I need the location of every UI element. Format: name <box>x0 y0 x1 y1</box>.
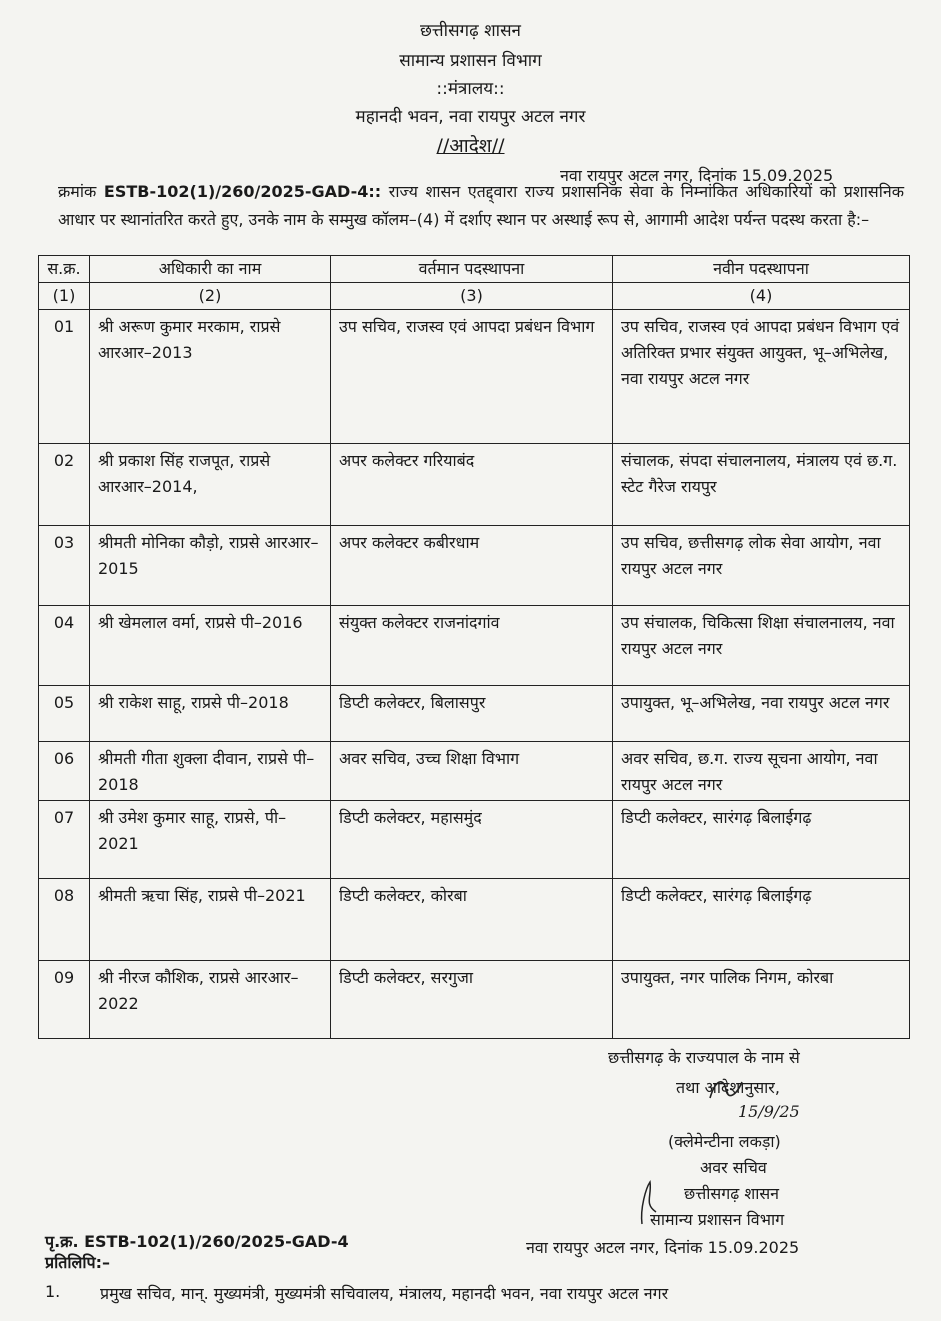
row-officer-name: श्री प्रकाश सिंह राजपूत, राप्रसे आरआर–2014, <box>90 444 331 526</box>
signatory-govt: छत्तीसगढ़ शासन <box>684 1184 780 1203</box>
col-header-current: वर्तमान पदस्थापना <box>331 256 613 283</box>
col-number: (2) <box>90 283 331 310</box>
order-body-text: राज्य शासन एतद्द्वारा राज्य प्रशासनिक सेवा के निम्नांकित अधिकारियों को प्रशासनिक आधार पर स्थानांतरित करते हुए, उनके नाम के सम्मुख कॉलम–(4) में दर्शाए स्थान पर अस्थाई रूप से, आगामी आदेश पर्यन्त पदस्थ करता है:– <box>58 182 905 229</box>
row-current-posting: उप सचिव, राजस्व एवं आपदा प्रबंधन विभाग <box>331 310 613 444</box>
row-officer-name: श्रीमती मोनिका कौड़ो, राप्रसे आरआर–2015 <box>90 526 331 606</box>
table-row <box>39 606 910 686</box>
row-new-posting: उपायुक्त, भू–अभिलेख, नवा रायपुर अटल नगर <box>613 686 910 742</box>
row-officer-name: श्री नीरज कौशिक, राप्रसे आरआर–2022 <box>90 961 331 1039</box>
ref-number: ESTB-102(1)/260/2025-GAD-4:: <box>103 182 382 201</box>
row-new-posting: अवर सचिव, छ.ग. राज्य सूचना आयोग, नवा रायपुर अटल नगर <box>613 742 910 801</box>
ministry-title: ::मंत्रालय:: <box>436 79 505 99</box>
table-row <box>39 961 910 1039</box>
endorsement-place-date <box>526 1236 799 1258</box>
table-row <box>39 526 910 606</box>
endorsement-number: पृ.क्र. ESTB-102(1)/260/2025-GAD-4 <box>45 1232 349 1251</box>
row-current-posting: डिप्टी कलेक्टर, बिलासपुर <box>331 686 613 742</box>
row-new-posting: उप सचिव, छत्तीसगढ़ लोक सेवा आयोग, नवा रायपुर अटल नगर <box>613 526 910 606</box>
row-new-posting: उप संचालक, चिकित्सा शिक्षा संचालनालय, नवा रायपुर अटल नगर <box>613 606 910 686</box>
order-place-label: नवा रायपुर अटल नगर, दिनांक <box>560 166 737 185</box>
copy-item-text: प्रमुख सचिव, मान्. मुख्यमंत्री, मुख्यमंत्री सचिवालय, मंत्रालय, महानदी भवन, नवा रायपुर अटल नगर <box>100 1284 669 1303</box>
row-new-posting: डिप्टी कलेक्टर, सारंगढ़ बिलाईगढ़ <box>613 801 910 879</box>
row-sno: 04 <box>39 606 90 686</box>
row-new-posting: संचालक, संपदा संचालनालय, मंत्रालय एवं छ.ग. स्टेट गैरेज रायपुर <box>613 444 910 526</box>
office-address: महानदी भवन, नवा रायपुर अटल नगर <box>355 107 586 127</box>
transfer-table <box>38 255 910 1039</box>
table-row <box>39 310 910 444</box>
signature-date: 15/9/25 <box>738 1102 800 1121</box>
row-sno: 02 <box>39 444 90 526</box>
col-header-new: नवीन पदस्थापना <box>613 256 910 283</box>
row-new-posting: उप सचिव, राजस्व एवं आपदा प्रबंधन विभाग एवं अतिरिक्त प्रभार संयुक्त आयुक्त, भू–अभिलेख, नवा रायपुर अटल नगर <box>613 310 910 444</box>
order-body <box>58 178 904 234</box>
row-new-posting: डिप्टी कलेक्टर, सारंगढ़ बिलाईगढ़ <box>613 879 910 961</box>
table-row <box>39 801 910 879</box>
row-officer-name: श्रीमती ऋचा सिंह, राप्रसे पी–2021 <box>90 879 331 961</box>
endorsement-date: 15.09.2025 <box>707 1238 800 1257</box>
order-heading: //आदेश// <box>436 135 505 157</box>
ref-label: क्रमांक <box>58 182 97 201</box>
endorsement-place-label: नवा रायपुर अटल नगर, दिनांक <box>526 1238 703 1257</box>
govt-title: छत्तीसगढ़ शासन <box>420 21 521 41</box>
col-number: (4) <box>613 283 910 310</box>
row-sno: 01 <box>39 310 90 444</box>
table-row <box>39 879 910 961</box>
signatory-department: सामान्य प्रशासन विभाग <box>650 1210 785 1229</box>
col-header-sno: स.क्र. <box>39 256 90 283</box>
row-sno: 08 <box>39 879 90 961</box>
row-current-posting: डिप्टी कलेक्टर, महासमुंद <box>331 801 613 879</box>
row-current-posting: अपर कलेक्टर कबीरधाम <box>331 526 613 606</box>
col-header-name: अधिकारी का नाम <box>90 256 331 283</box>
row-current-posting: अपर कलेक्टर गरियाबंद <box>331 444 613 526</box>
row-sno: 07 <box>39 801 90 879</box>
row-officer-name: श्री खेमलाल वर्मा, राप्रसे पी–2016 <box>90 606 331 686</box>
col-number: (3) <box>331 283 613 310</box>
row-new-posting: उपायुक्त, नगर पालिक निगम, कोरबा <box>613 961 910 1039</box>
handwritten-signature <box>706 1074 746 1104</box>
row-sno: 05 <box>39 686 90 742</box>
row-officer-name: श्री अरूण कुमार मरकाम, राप्रसे आरआर–2013 <box>90 310 331 444</box>
signatory-name: (क्लेमेन्टीना लकड़ा) <box>668 1132 781 1151</box>
initial-mark <box>636 1178 662 1228</box>
copy-item-number: 1. <box>45 1282 61 1301</box>
col-number: (1) <box>39 283 90 310</box>
row-sno: 09 <box>39 961 90 1039</box>
signature-order-line: तथा आदेशानुसार, <box>676 1078 780 1097</box>
row-officer-name: श्री राकेश साहू, राप्रसे पी–2018 <box>90 686 331 742</box>
copy-to-label: प्रतिलिपि:– <box>45 1253 110 1272</box>
row-current-posting: डिप्टी कलेक्टर, सरगुजा <box>331 961 613 1039</box>
table-row <box>39 742 910 801</box>
row-officer-name: श्रीमती गीता शुक्ला दीवान, राप्रसे पी–2018 <box>90 742 331 801</box>
row-officer-name: श्री उमेश कुमार साहू, राप्रसे, पी–2021 <box>90 801 331 879</box>
signature-authority-line: छत्तीसगढ़ के राज्यपाल के नाम से <box>608 1048 800 1067</box>
row-sno: 03 <box>39 526 90 606</box>
department-title: सामान्य प्रशासन विभाग <box>399 51 542 71</box>
row-current-posting: डिप्टी कलेक्टर, कोरबा <box>331 879 613 961</box>
row-sno: 06 <box>39 742 90 801</box>
table-header-row <box>39 256 910 283</box>
signatory-designation: अवर सचिव <box>700 1158 767 1177</box>
table-row <box>39 444 910 526</box>
row-current-posting: अवर सचिव, उच्च शिक्षा विभाग <box>331 742 613 801</box>
table-row <box>39 686 910 742</box>
table-colnum-row <box>39 283 910 310</box>
order-date: 15.09.2025 <box>741 166 834 185</box>
row-current-posting: संयुक्त कलेक्टर राजनांदगांव <box>331 606 613 686</box>
